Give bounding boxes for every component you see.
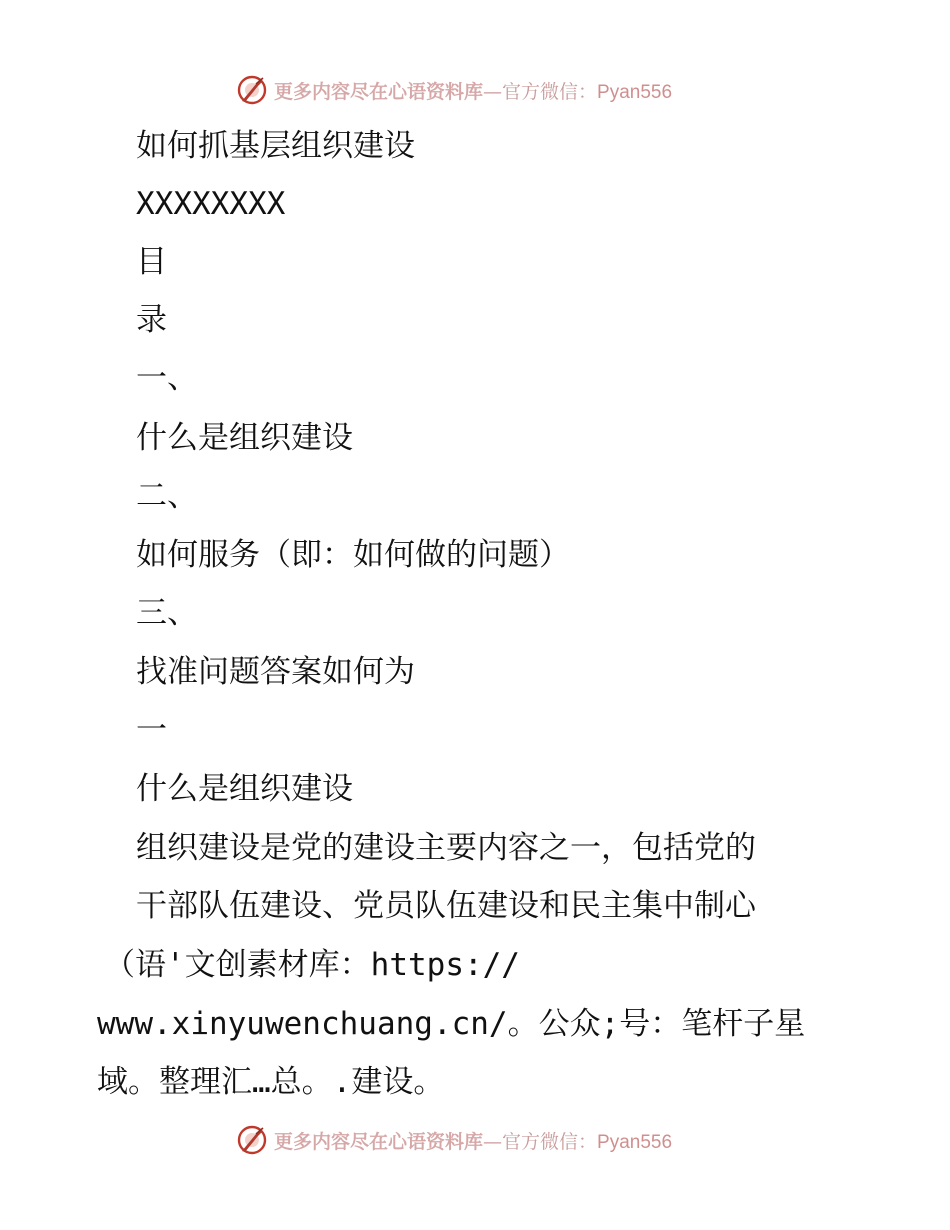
toc-item-1: 什么是组织建设 bbox=[136, 420, 353, 456]
toc-heading-part1: 目 bbox=[136, 244, 167, 280]
quill-logo-icon bbox=[236, 1124, 268, 1156]
paragraph-line: 组织建设是党的建设主要内容之一，包括党的 bbox=[136, 830, 756, 866]
section-number-1: 一 bbox=[136, 712, 167, 748]
watermark-text bbox=[274, 1127, 672, 1154]
paragraph-line: www.xinyuwenchuang.cn/。公众;号：笔杆子星 bbox=[97, 1006, 806, 1042]
quill-logo-icon bbox=[236, 74, 268, 106]
toc-number-1: 一、 bbox=[136, 360, 198, 396]
watermark-wechat-id: Pyan556 bbox=[597, 1131, 673, 1153]
paragraph-line: 域。整理汇…总。.建设。 bbox=[97, 1064, 445, 1100]
watermark-brand: 更多内容尽在心语资料库 bbox=[274, 80, 484, 103]
section-heading-1: 什么是组织建设 bbox=[136, 771, 353, 807]
toc-number-3: 三、 bbox=[136, 595, 198, 631]
watermark-dash: — bbox=[483, 1130, 503, 1153]
watermark-official: 官方微信： bbox=[502, 1130, 598, 1153]
watermark-footer bbox=[236, 1122, 672, 1158]
paragraph-line: （语'文创素材库：https:// bbox=[104, 947, 520, 983]
doc-title: 如何抓基层组织建设 bbox=[136, 128, 415, 164]
toc-number-2: 二、 bbox=[136, 478, 198, 514]
toc-heading-part2: 录 bbox=[136, 302, 167, 338]
toc-item-3: 找准问题答案如何为 bbox=[136, 654, 415, 690]
watermark-wechat-id: Pyan556 bbox=[597, 81, 673, 103]
watermark-official: 官方微信： bbox=[502, 80, 598, 103]
toc-item-2: 如何服务（即：如何做的问题） bbox=[136, 537, 570, 573]
doc-author: XXXXXXXX bbox=[136, 186, 286, 222]
watermark-header bbox=[236, 72, 672, 108]
paragraph-line: 干部队伍建设、党员队伍建设和民主集中制心 bbox=[136, 888, 756, 924]
watermark-dash: — bbox=[483, 80, 503, 103]
watermark-brand: 更多内容尽在心语资料库 bbox=[274, 1130, 484, 1153]
watermark-text bbox=[274, 77, 672, 104]
